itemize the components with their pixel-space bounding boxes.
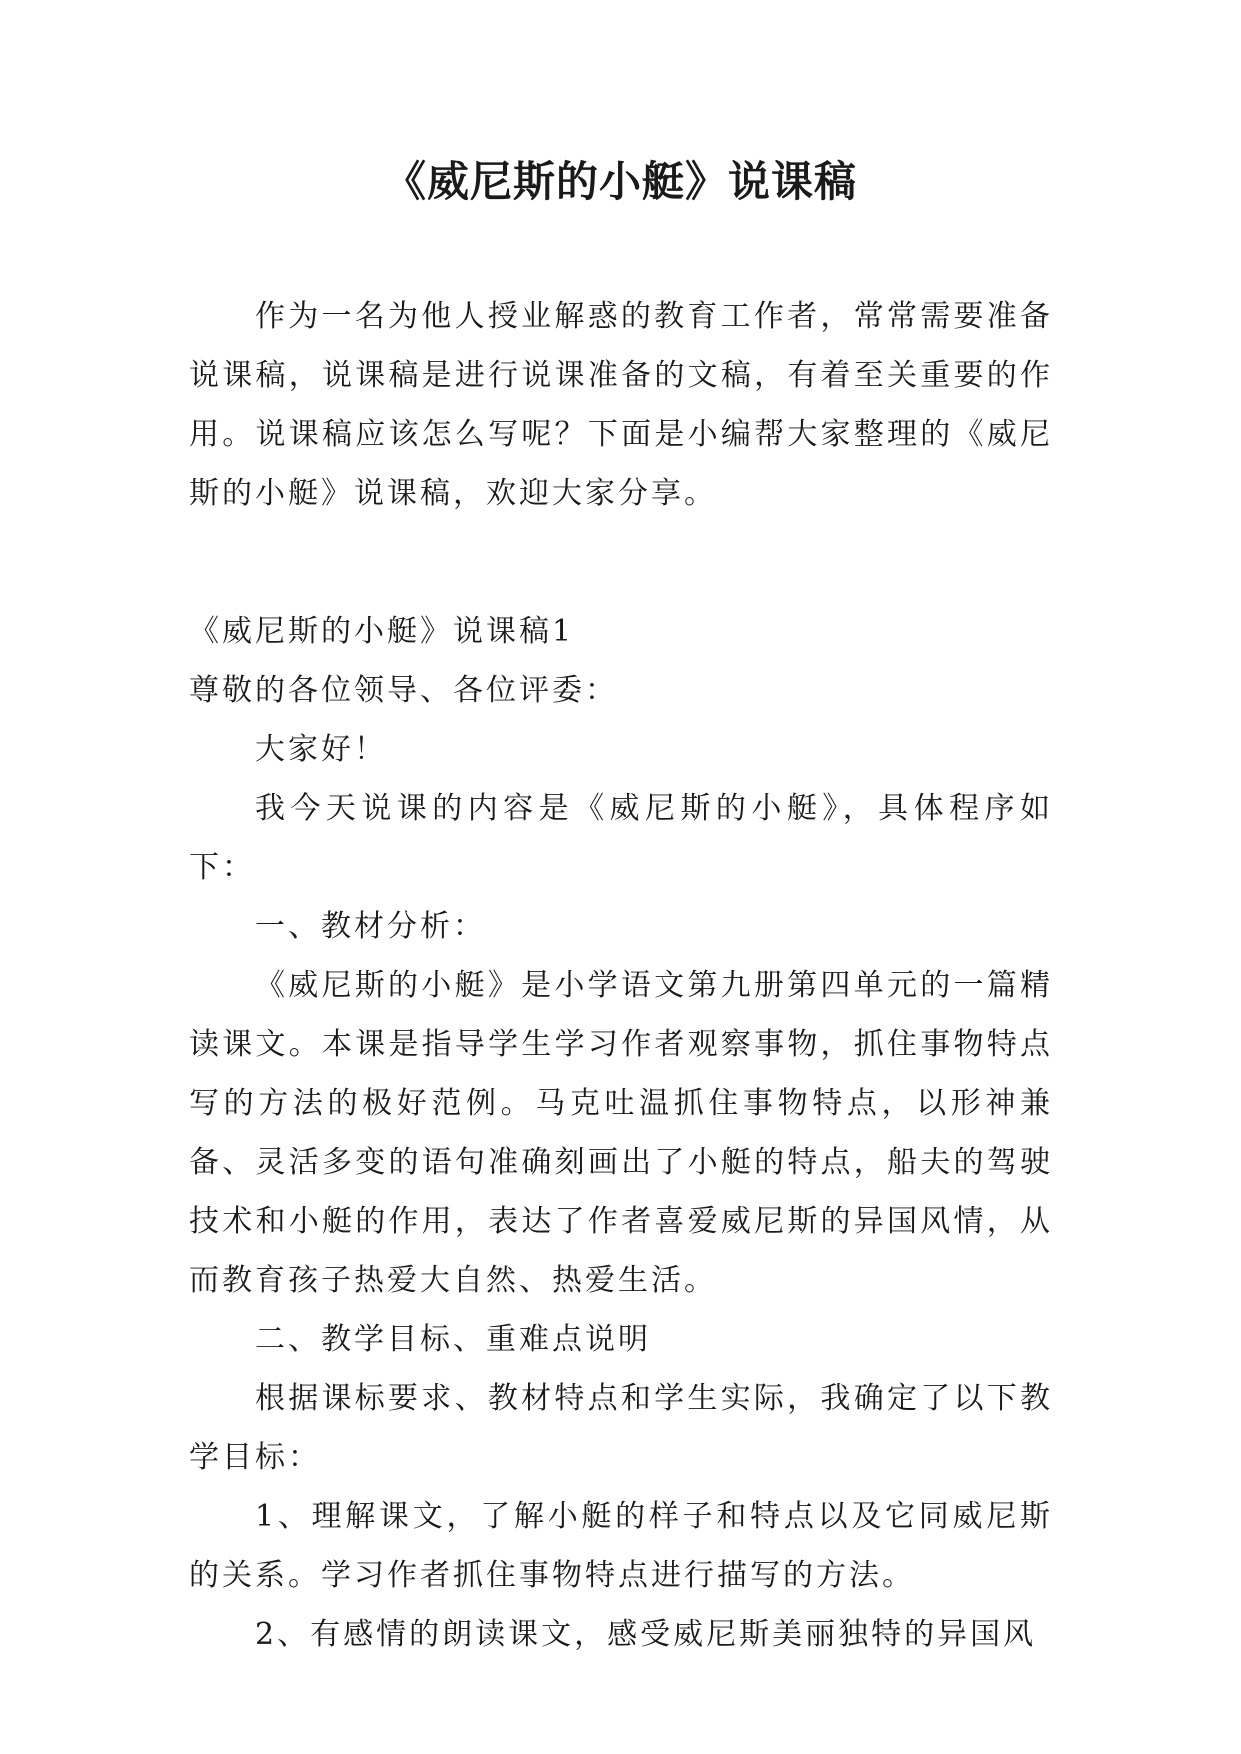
- part1-paragraph: 《威尼斯的小艇》是小学语文第九册第四单元的一篇精读课文。本课是指导学生学习作者观察事物，抓住事物特点写的方法的极好范例。马克吐温抓住事物特点，以形神兼备、灵活多变的语句准确刻画出了小艇的特点，船夫的驾驶技术和小艇的作用，表达了作者喜爱威尼斯的异国风情，从而教育孩子热爱大自然、热爱生活。: [189, 968, 1053, 1298]
- part2-heading: 二、教学目标、重难点说明: [255, 1322, 651, 1357]
- greeting: 大家好！: [255, 732, 387, 767]
- document-body: [189, 287, 1053, 1664]
- section-heading: 《威尼斯的小艇》说课稿1: [189, 614, 575, 649]
- salutation: 尊敬的各位领导、各位评委：: [189, 673, 618, 708]
- goal-2: 2、有感情的朗读课文，感受威尼斯美丽独特的异国风: [255, 1617, 1037, 1652]
- intro-paragraph: 作为一名为他人授业解惑的教育工作者，常常需要准备说课稿，说课稿是进行说课准备的文稿，有着至关重要的作用。说课稿应该怎么写呢？下面是小编帮大家整理的《威尼斯的小艇》说课稿，欢迎大家分享。: [189, 299, 1053, 511]
- goal-1: 1、理解课文，了解小艇的样子和特点以及它同威尼斯的关系。学习作者抓住事物特点进行描写的方法。: [189, 1499, 1053, 1593]
- content-line: 我今天说课的内容是《威尼斯的小艇》，具体程序如下：: [189, 791, 1053, 885]
- part2-paragraph: 根据课标要求、教材特点和学生实际，我确定了以下教学目标：: [189, 1381, 1053, 1475]
- page-title: 《威尼斯的小艇》说课稿: [383, 157, 857, 206]
- part1-heading: 一、教材分析：: [255, 909, 486, 944]
